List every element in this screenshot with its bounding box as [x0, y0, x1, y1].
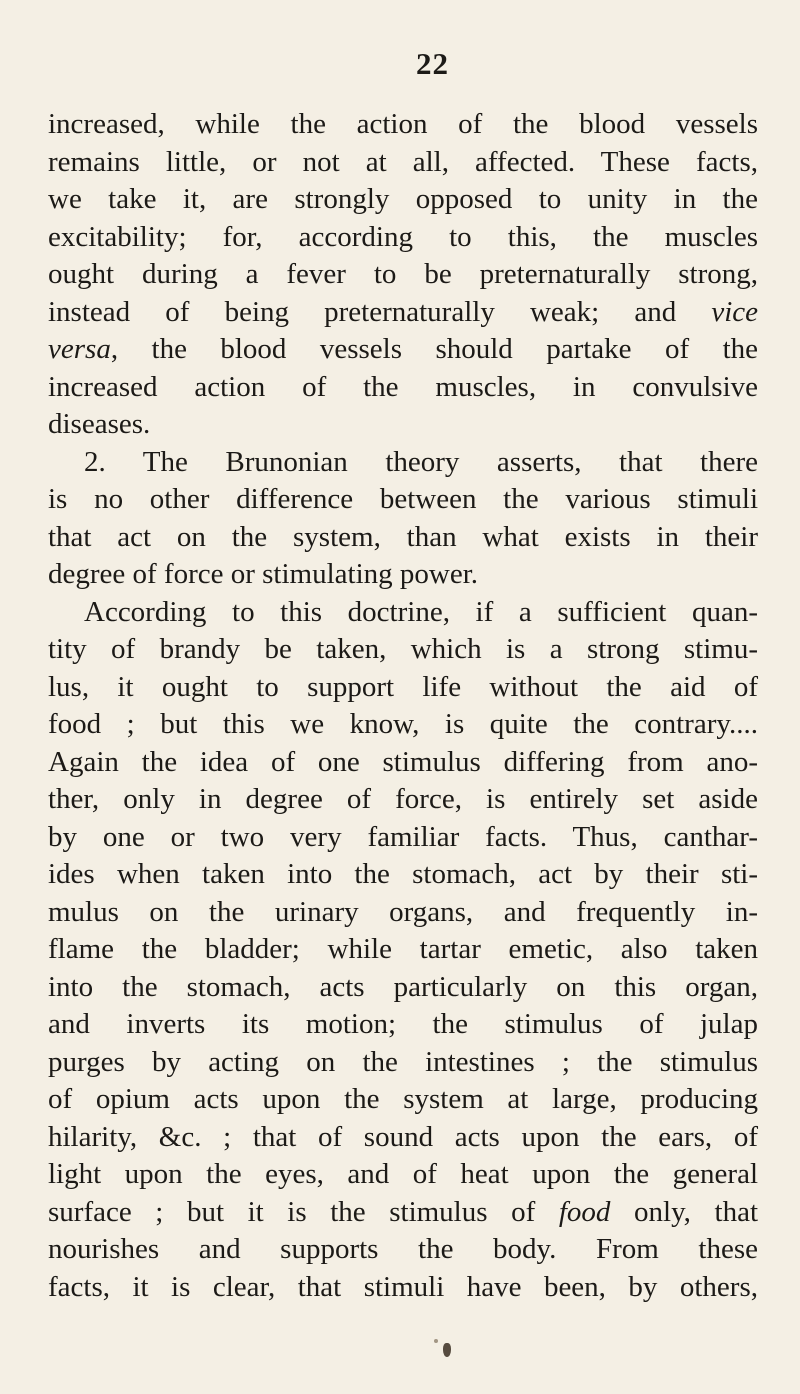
text-line: [48, 444, 758, 482]
text-segment: into the stomach, acts particularly on this organ,: [48, 970, 758, 1003]
text-line: [48, 706, 758, 744]
text-segment: 2. The Brunonian theory asserts, that there: [84, 445, 758, 478]
text-segment: remains little, or not at all, affected. These facts,: [48, 145, 758, 178]
text-segment: and inverts its motion; the stimulus of julap: [48, 1008, 758, 1040]
text-line: [48, 181, 758, 219]
text-line: [48, 1194, 758, 1232]
text-segment: surface ; but it is the stimulus of: [48, 1195, 559, 1228]
text-line: [48, 744, 758, 782]
body-text: [48, 106, 758, 1306]
text-segment: hilarity, &c. ; that of sound acts upon the ears, of: [48, 1120, 758, 1153]
italic-word: food: [558, 1195, 611, 1228]
text-line: [48, 1119, 758, 1157]
text-line: [48, 1269, 758, 1307]
text-segment: lus, it ought to support life without the aid of: [48, 670, 758, 703]
text-line: [48, 594, 758, 632]
text-line: [48, 1006, 758, 1044]
text-segment: degree of force or stimulating power.: [48, 558, 479, 590]
page-number: 22: [416, 46, 449, 81]
text-line: [48, 1231, 758, 1269]
text-line: [48, 331, 758, 369]
text-line: [48, 631, 758, 669]
text-line: [48, 256, 758, 294]
text-segment: facts, it is clear, that stimuli have been, by others,: [48, 1270, 758, 1303]
text-line: [48, 969, 758, 1007]
text-line: [48, 1044, 758, 1082]
text-segment: instead of being preternaturally weak; and: [48, 295, 712, 328]
text-line: [48, 1156, 758, 1194]
text-line: [48, 219, 758, 257]
text-segment: mulus on the urinary organs, and frequently in-: [48, 895, 758, 928]
text-segment: flame the bladder; while tartar emetic, also taken: [48, 933, 758, 965]
text-segment: tity of brandy be taken, which is a strong stimu-: [48, 633, 758, 665]
text-segment: nourishes and supports the body. From these: [48, 1233, 758, 1265]
text-segment: , the blood vessels should partake of the: [110, 333, 758, 365]
text-line: [48, 781, 758, 819]
text-segment: of opium acts upon the system at large, producing: [48, 1083, 758, 1115]
text-line: [48, 894, 758, 932]
text-line: [48, 481, 758, 519]
text-segment: ides when taken into the stomach, act by their sti-: [48, 858, 758, 890]
text-line: [48, 406, 758, 444]
text-line: [48, 819, 758, 857]
italic-word: versa: [48, 333, 111, 365]
text-line: [48, 144, 758, 182]
text-line: [48, 294, 758, 332]
text-segment: light upon the eyes, and of heat upon the general: [48, 1158, 758, 1190]
text-segment: we take it, are strongly opposed to unity in the: [48, 183, 758, 215]
text-segment: increased, while the action of the blood vessels: [48, 108, 758, 140]
text-line: [48, 106, 758, 144]
text-segment: that act on the system, than what exists in their: [48, 520, 758, 553]
text-segment: increased action of the muscles, in convulsive: [48, 370, 758, 403]
ink-speck: [434, 1339, 438, 1343]
text-line: [48, 369, 758, 407]
text-segment: by one or two very familiar facts. Thus, canthar-: [48, 820, 758, 853]
text-segment: is no other difference between the various stimuli: [48, 483, 758, 515]
text-line: [48, 519, 758, 557]
text-segment: diseases.: [48, 408, 151, 440]
text-line: [48, 669, 758, 707]
text-segment: food ; but this we know, is quite the contrary....: [48, 708, 758, 740]
text-segment: excitability; for, according to this, the muscles: [48, 220, 758, 253]
italic-word: vice: [711, 295, 758, 328]
text-segment: According to this doctrine, if a sufficient quan-: [84, 595, 758, 628]
text-segment: ought during a fever to be preternaturally strong,: [48, 258, 758, 290]
text-line: [48, 931, 758, 969]
text-line: [48, 856, 758, 894]
text-segment: purges by acting on the intestines ; the stimulus: [48, 1045, 758, 1078]
text-segment: ther, only in degree of force, is entirely set aside: [48, 783, 758, 815]
text-line: [48, 556, 758, 594]
text-line: [48, 1081, 758, 1119]
text-segment: Again the idea of one stimulus differing from ano-: [48, 745, 758, 778]
text-segment: only, that: [610, 1195, 759, 1228]
ink-blot: [443, 1343, 451, 1357]
